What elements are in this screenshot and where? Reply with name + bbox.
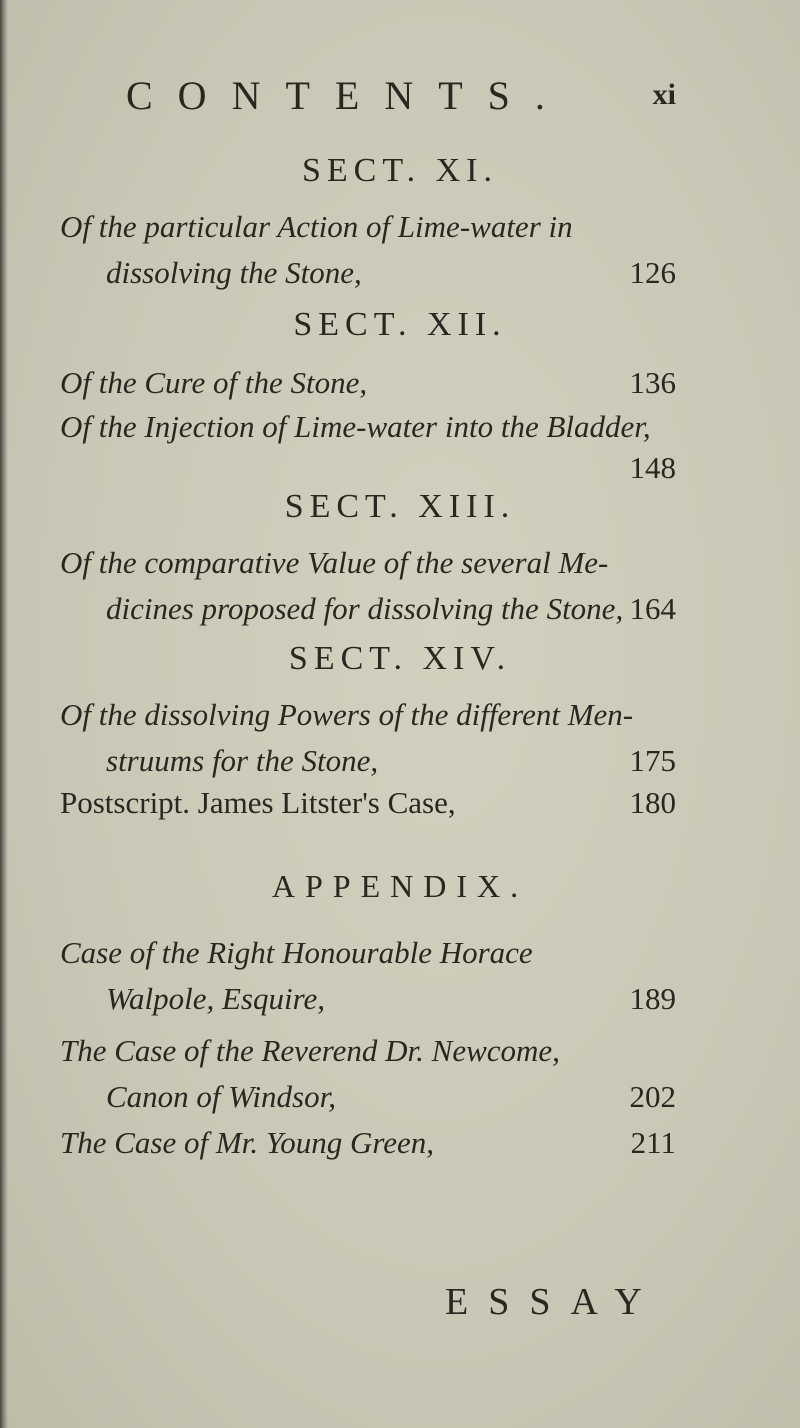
entry-line-text: Of the Cure of the Stone, [60, 365, 368, 400]
entry-line-text: Postscript. James Litster's Case, [60, 785, 456, 820]
entry-line-text: dicines proposed for dissolving the Stone, [106, 591, 624, 626]
entry-page-number: 211 [630, 1125, 676, 1160]
entry-line: Of the dissolving Powers of the different Men- [60, 697, 634, 732]
entry-page-number: 189 [629, 981, 676, 1016]
entry-page-number: 136 [629, 365, 676, 400]
catchword: ESSAY [445, 1281, 662, 1323]
contents-entry [60, 692, 680, 784]
entry-line [60, 360, 680, 406]
entry-page-number: 164 [629, 591, 676, 626]
contents-entry [60, 1028, 680, 1120]
section-heading-xi: SECT. XI. [302, 152, 498, 189]
section-heading-xiv: SECT. XIV. [288, 640, 512, 677]
entry-line: Of the particular Action of Lime-water in [60, 209, 573, 244]
contents-entry [60, 204, 680, 296]
entry-line [60, 976, 680, 1022]
page-gutter-shadow [0, 0, 8, 1428]
entry-line: Case of the Right Honourable Horace [60, 935, 533, 970]
contents-entry [60, 930, 680, 1022]
contents-title: CONTENTS. [126, 73, 570, 118]
contents-entry [60, 1120, 680, 1166]
running-header [120, 64, 680, 124]
entry-line-text: Walpole, Esquire, [106, 981, 325, 1016]
entry-page-number: 126 [629, 255, 676, 290]
entry-page-number: 175 [629, 743, 676, 778]
contents-entry [60, 360, 680, 406]
contents-entry [60, 540, 680, 632]
entry-line: The Case of the Reverend Dr. Newcome, [60, 1033, 560, 1068]
entry-line-text: struums for the Stone, [106, 743, 379, 778]
entry-line [60, 780, 680, 826]
roman-page-number: xi [652, 78, 676, 111]
contents-entry [60, 404, 680, 486]
entry-line [60, 1120, 680, 1166]
section-heading-xii: SECT. XII. [293, 306, 507, 343]
entry-line [60, 450, 680, 486]
entry-page-number: 180 [629, 785, 676, 820]
entry-page-number: 148 [629, 450, 676, 485]
entry-line [60, 1074, 680, 1120]
entry-line-text: The Case of Mr. Young Green, [60, 1125, 435, 1160]
entry-page-number: 202 [629, 1079, 676, 1114]
entry-line [60, 586, 680, 632]
entry-line-text: dissolving the Stone, [106, 255, 362, 290]
entry-line-text: Canon of Windsor, [106, 1079, 336, 1114]
entry-line: Of the Injection of Lime-water into the Bladder, [60, 409, 651, 444]
appendix-heading: APPENDIX. [271, 868, 529, 904]
contents-entry [60, 780, 680, 826]
entry-line: Of the comparative Value of the several Me- [60, 545, 609, 580]
section-heading-xiii: SECT. XIII. [284, 488, 516, 525]
entry-line [60, 250, 680, 296]
entry-line [60, 738, 680, 784]
